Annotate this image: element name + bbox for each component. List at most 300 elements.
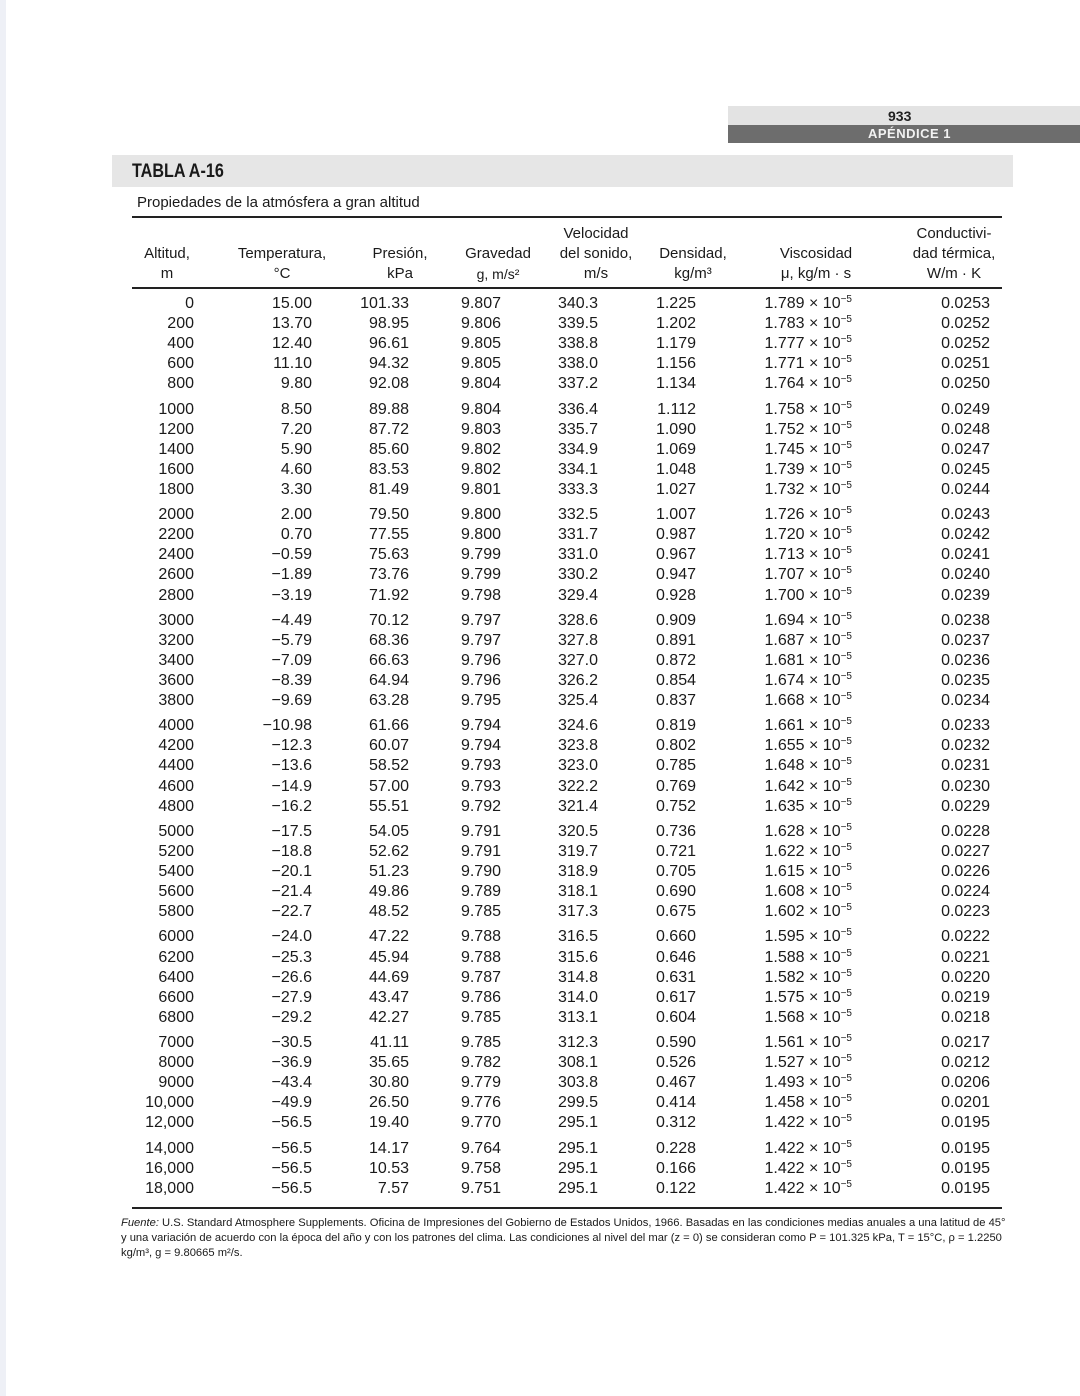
cell-gravity: 9.804 xyxy=(460,400,501,418)
viscosity-multiplier: × 10 xyxy=(804,295,841,313)
viscosity-exponent: −5 xyxy=(840,334,852,346)
viscosity-exponent: −5 xyxy=(840,671,852,683)
viscosity-multiplier: × 10 xyxy=(804,335,841,353)
cell-viscosity xyxy=(696,691,852,711)
cell-pressure: 87.72 xyxy=(368,420,409,438)
viscosity-multiplier: × 10 xyxy=(804,883,841,901)
viscosity-multiplier: × 10 xyxy=(804,822,841,840)
cell-density: 0.590 xyxy=(655,1033,696,1051)
cell-sound-speed: 314.8 xyxy=(557,968,598,986)
table-row xyxy=(132,882,990,902)
cell-pressure: 47.22 xyxy=(368,928,409,946)
cell-pressure: 10.53 xyxy=(368,1159,409,1177)
cell-temperature: −12.3 xyxy=(271,737,312,755)
cell-temperature: −16.2 xyxy=(271,797,312,815)
viscosity-multiplier: × 10 xyxy=(804,611,841,629)
viscosity-mantissa: 1.668 xyxy=(764,692,805,710)
cell-pressure: 52.62 xyxy=(368,842,409,860)
cell-pressure: 55.51 xyxy=(368,797,409,815)
cell-altitude: 1000 xyxy=(158,400,194,418)
source-text: U.S. Standard Atmosphere Supplements. Oficina de Impresiones del Gobierno de Estados Unidos, 1966. Basadas en las condiciones medias anuales a una latitud de 45° y una variación de acuerdo con la época del año y con los patrones del clima. Las condiciones al nivel del mar (z = 0) se consideran como P = 101.325 kPa, T = 15°C, ρ = 1.2250 kg/m³, g = 9.80665 m²/s. xyxy=(121,1217,1006,1259)
cell-pressure: 45.94 xyxy=(368,948,409,966)
cell-pressure: 94.32 xyxy=(368,355,409,373)
cell-viscosity xyxy=(696,671,852,691)
cell-conductivity: 0.0226 xyxy=(941,863,990,881)
cell-viscosity xyxy=(696,565,852,585)
cell-altitude: 6200 xyxy=(158,948,194,966)
cell-gravity: 9.785 xyxy=(460,1008,501,1026)
cell-density: 1.048 xyxy=(655,460,696,478)
cell-temperature: −17.5 xyxy=(271,822,312,840)
cell-temperature: −13.6 xyxy=(271,757,312,775)
viscosity-multiplier: × 10 xyxy=(804,1139,841,1157)
cell-temperature: −26.6 xyxy=(271,968,312,986)
cell-temperature: 2.00 xyxy=(280,506,312,524)
page-number: 933 xyxy=(888,108,912,124)
cell-sound-speed: 313.1 xyxy=(557,1008,598,1026)
table-bottom-rule xyxy=(132,1207,1002,1209)
cell-conductivity: 0.0195 xyxy=(941,1159,990,1177)
cell-gravity: 9.790 xyxy=(460,863,501,881)
cell-altitude: 3400 xyxy=(158,651,194,669)
viscosity-mantissa: 1.764 xyxy=(764,375,805,393)
cell-sound-speed: 332.5 xyxy=(557,506,598,524)
viscosity-exponent: −5 xyxy=(840,525,852,537)
cell-gravity: 9.782 xyxy=(460,1054,501,1072)
table-row xyxy=(132,756,990,776)
viscosity-exponent: −5 xyxy=(840,882,852,894)
viscosity-mantissa: 1.681 xyxy=(764,651,805,669)
cell-altitude: 200 xyxy=(167,315,194,333)
cell-gravity: 9.797 xyxy=(460,631,501,649)
cell-gravity: 9.802 xyxy=(460,460,501,478)
header-line: Presión, xyxy=(372,245,428,262)
cell-temperature: 11.10 xyxy=(273,355,312,373)
cell-density: 0.617 xyxy=(655,988,696,1006)
page-header xyxy=(728,106,1080,143)
cell-density: 0.872 xyxy=(655,651,696,669)
cell-altitude: 4000 xyxy=(158,717,194,735)
cell-viscosity xyxy=(696,606,852,631)
cell-density: 0.705 xyxy=(655,863,696,881)
cell-density: 0.690 xyxy=(655,883,696,901)
viscosity-exponent: −5 xyxy=(840,927,852,939)
cell-pressure: 41.11 xyxy=(370,1033,409,1051)
viscosity-mantissa: 1.622 xyxy=(764,842,805,860)
cell-viscosity xyxy=(696,988,852,1008)
viscosity-mantissa: 1.771 xyxy=(764,355,805,373)
cell-gravity: 9.788 xyxy=(460,928,501,946)
cell-conductivity: 0.0239 xyxy=(941,586,990,604)
table-row xyxy=(132,1113,990,1133)
cell-conductivity: 0.0234 xyxy=(941,692,990,710)
viscosity-mantissa: 1.789 xyxy=(764,295,805,313)
header-line: Velocidad xyxy=(563,225,629,242)
cell-gravity: 9.770 xyxy=(460,1114,501,1132)
viscosity-exponent: −5 xyxy=(840,776,852,788)
cell-sound-speed: 324.6 xyxy=(557,717,598,735)
viscosity-multiplier: × 10 xyxy=(804,863,841,881)
viscosity-multiplier: × 10 xyxy=(804,1008,841,1026)
viscosity-multiplier: × 10 xyxy=(804,506,841,524)
cell-density: 0.228 xyxy=(655,1139,696,1157)
cell-gravity: 9.799 xyxy=(460,566,501,584)
viscosity-mantissa: 1.628 xyxy=(764,822,805,840)
cell-conductivity: 0.0236 xyxy=(941,651,990,669)
cell-density: 1.027 xyxy=(655,480,696,498)
column-header-pressure xyxy=(356,224,444,286)
viscosity-mantissa: 1.726 xyxy=(764,506,805,524)
cell-altitude: 8000 xyxy=(158,1054,194,1072)
header-line: W/m · K xyxy=(926,265,982,282)
cell-altitude: 10,000 xyxy=(145,1094,194,1112)
cell-viscosity xyxy=(696,882,852,902)
cell-viscosity xyxy=(696,354,852,374)
cell-viscosity xyxy=(696,525,852,545)
header-line: m xyxy=(160,265,174,282)
cell-gravity: 9.793 xyxy=(460,777,501,795)
table-row xyxy=(132,525,990,545)
cell-sound-speed: 308.1 xyxy=(557,1054,598,1072)
cell-sound-speed: 337.2 xyxy=(557,375,598,393)
cell-viscosity xyxy=(696,651,852,671)
viscosity-exponent: −5 xyxy=(840,1053,852,1065)
column-header-gravity xyxy=(454,224,542,286)
cell-pressure: 85.60 xyxy=(368,440,409,458)
viscosity-mantissa: 1.732 xyxy=(764,480,805,498)
viscosity-multiplier: × 10 xyxy=(804,546,841,564)
cell-gravity: 9.796 xyxy=(460,672,501,690)
viscosity-multiplier: × 10 xyxy=(804,631,841,649)
cell-conductivity: 0.0195 xyxy=(941,1179,990,1197)
cell-conductivity: 0.0217 xyxy=(941,1033,990,1051)
viscosity-exponent: −5 xyxy=(840,691,852,703)
viscosity-exponent: −5 xyxy=(840,1073,852,1085)
viscosity-mantissa: 1.758 xyxy=(764,400,805,418)
cell-density: 1.090 xyxy=(655,420,696,438)
cell-sound-speed: 329.4 xyxy=(557,586,598,604)
viscosity-multiplier: × 10 xyxy=(804,526,841,544)
viscosity-exponent: −5 xyxy=(840,374,852,386)
cell-sound-speed: 339.5 xyxy=(557,315,598,333)
viscosity-exponent: −5 xyxy=(840,505,852,517)
cell-density: 0.837 xyxy=(655,692,696,710)
header-line: Altitud, xyxy=(144,245,190,262)
cell-temperature: −29.2 xyxy=(271,1008,312,1026)
cell-density: 0.660 xyxy=(655,928,696,946)
cell-density: 1.134 xyxy=(655,375,696,393)
viscosity-multiplier: × 10 xyxy=(804,737,841,755)
cell-altitude: 1200 xyxy=(158,420,194,438)
cell-gravity: 9.785 xyxy=(460,1033,501,1051)
table-row xyxy=(132,947,990,967)
cell-gravity: 9.776 xyxy=(460,1094,501,1112)
cell-sound-speed: 317.3 xyxy=(557,903,598,921)
cell-sound-speed: 314.0 xyxy=(557,988,598,1006)
cell-temperature: 15.00 xyxy=(271,295,312,313)
cell-altitude: 3600 xyxy=(158,672,194,690)
cell-pressure: 66.63 xyxy=(368,651,409,669)
cell-density: 0.819 xyxy=(655,717,696,735)
cell-gravity: 9.796 xyxy=(460,651,501,669)
cell-temperature: −18.8 xyxy=(271,842,312,860)
cell-pressure: 64.94 xyxy=(368,672,409,690)
cell-sound-speed: 325.4 xyxy=(557,692,598,710)
cell-gravity: 9.789 xyxy=(460,883,501,901)
cell-density: 1.179 xyxy=(655,335,696,353)
viscosity-multiplier: × 10 xyxy=(804,928,841,946)
viscosity-exponent: −5 xyxy=(840,862,852,874)
cell-viscosity xyxy=(696,631,852,651)
header-line: Gravedad xyxy=(465,245,531,262)
cell-conductivity: 0.0252 xyxy=(941,315,990,333)
viscosity-exponent: −5 xyxy=(840,902,852,914)
cell-temperature: −8.39 xyxy=(271,672,312,690)
viscosity-exponent: −5 xyxy=(840,294,852,306)
viscosity-multiplier: × 10 xyxy=(804,968,841,986)
cell-temperature: −49.9 xyxy=(271,1094,312,1112)
cell-temperature: −0.59 xyxy=(271,546,312,564)
table-row xyxy=(132,394,990,419)
viscosity-mantissa: 1.561 xyxy=(764,1033,805,1051)
cell-conductivity: 0.0237 xyxy=(941,631,990,649)
table-row xyxy=(132,294,990,314)
appendix-band xyxy=(728,125,1080,143)
table-row xyxy=(132,1073,990,1093)
cell-pressure: 49.86 xyxy=(368,883,409,901)
cell-temperature: −10.98 xyxy=(262,717,312,735)
cell-conductivity: 0.0252 xyxy=(941,335,990,353)
cell-sound-speed: 312.3 xyxy=(557,1033,598,1051)
cell-temperature: 0.70 xyxy=(280,526,312,544)
cell-conductivity: 0.0243 xyxy=(941,506,990,524)
table-row xyxy=(132,500,990,525)
cell-gravity: 9.801 xyxy=(460,480,501,498)
viscosity-exponent: −5 xyxy=(840,399,852,411)
viscosity-multiplier: × 10 xyxy=(804,480,841,498)
cell-pressure: 75.63 xyxy=(368,546,409,564)
cell-pressure: 96.61 xyxy=(368,335,409,353)
cell-altitude: 12,000 xyxy=(145,1114,194,1132)
cell-viscosity xyxy=(696,1008,852,1028)
viscosity-multiplier: × 10 xyxy=(804,375,841,393)
table-row xyxy=(132,842,990,862)
viscosity-mantissa: 1.739 xyxy=(764,460,805,478)
cell-viscosity xyxy=(696,968,852,988)
cell-sound-speed: 321.4 xyxy=(557,797,598,815)
cell-conductivity: 0.0229 xyxy=(941,797,990,815)
viscosity-multiplier: × 10 xyxy=(804,420,841,438)
viscosity-exponent: −5 xyxy=(840,947,852,959)
cell-density: 1.007 xyxy=(655,506,696,524)
viscosity-exponent: −5 xyxy=(840,736,852,748)
cell-temperature: −3.19 xyxy=(271,586,312,604)
cell-viscosity xyxy=(696,586,852,606)
viscosity-multiplier: × 10 xyxy=(804,1054,841,1072)
cell-conductivity: 0.0244 xyxy=(941,480,990,498)
cell-gravity: 9.792 xyxy=(460,797,501,815)
cell-pressure: 14.17 xyxy=(368,1139,409,1157)
cell-gravity: 9.802 xyxy=(460,440,501,458)
viscosity-exponent: −5 xyxy=(840,1178,852,1190)
viscosity-exponent: −5 xyxy=(840,1158,852,1170)
cell-viscosity xyxy=(696,947,852,967)
cell-viscosity xyxy=(696,420,852,440)
viscosity-multiplier: × 10 xyxy=(804,1074,841,1092)
cell-density: 0.769 xyxy=(655,777,696,795)
cell-gravity: 9.805 xyxy=(460,335,501,353)
viscosity-exponent: −5 xyxy=(840,459,852,471)
cell-altitude: 7000 xyxy=(158,1033,194,1051)
cell-viscosity xyxy=(696,500,852,525)
viscosity-exponent: −5 xyxy=(840,821,852,833)
column-header-density xyxy=(650,224,736,286)
viscosity-multiplier: × 10 xyxy=(804,757,841,775)
cell-pressure: 43.47 xyxy=(368,988,409,1006)
cell-conductivity: 0.0238 xyxy=(941,611,990,629)
viscosity-exponent: −5 xyxy=(840,650,852,662)
cell-pressure: 92.08 xyxy=(368,375,409,393)
cell-pressure: 35.65 xyxy=(368,1054,409,1072)
cell-conductivity: 0.0242 xyxy=(941,526,990,544)
viscosity-exponent: −5 xyxy=(840,987,852,999)
cell-temperature: 7.20 xyxy=(280,420,312,438)
cell-gravity: 9.800 xyxy=(460,506,501,524)
cell-gravity: 9.779 xyxy=(460,1074,501,1092)
table-row xyxy=(132,334,990,354)
cell-conductivity: 0.0201 xyxy=(941,1094,990,1112)
viscosity-multiplier: × 10 xyxy=(804,586,841,604)
atmosphere-table xyxy=(132,294,990,1199)
cell-conductivity: 0.0230 xyxy=(941,777,990,795)
cell-pressure: 60.07 xyxy=(368,737,409,755)
header-line: m/s xyxy=(583,265,609,282)
cell-density: 0.526 xyxy=(655,1054,696,1072)
cell-temperature: −7.09 xyxy=(271,651,312,669)
cell-temperature: 12.40 xyxy=(271,335,312,353)
viscosity-mantissa: 1.700 xyxy=(764,586,805,604)
cell-pressure: 26.50 xyxy=(368,1094,409,1112)
header-line: del sonido, xyxy=(559,245,633,262)
viscosity-exponent: −5 xyxy=(840,1007,852,1019)
table-row xyxy=(132,420,990,440)
table-row xyxy=(132,1159,990,1179)
table-row xyxy=(132,1053,990,1073)
cell-conductivity: 0.0221 xyxy=(941,948,990,966)
viscosity-mantissa: 1.458 xyxy=(764,1094,805,1112)
table-row xyxy=(132,440,990,460)
viscosity-mantissa: 1.745 xyxy=(764,440,805,458)
cell-gravity: 9.764 xyxy=(460,1139,501,1157)
viscosity-exponent: −5 xyxy=(840,756,852,768)
viscosity-exponent: −5 xyxy=(840,610,852,622)
viscosity-mantissa: 1.422 xyxy=(764,1139,805,1157)
table-row xyxy=(132,922,990,947)
cell-sound-speed: 323.0 xyxy=(557,757,598,775)
cell-gravity: 9.805 xyxy=(460,355,501,373)
viscosity-multiplier: × 10 xyxy=(804,1114,841,1132)
cell-viscosity xyxy=(696,545,852,565)
cell-pressure: 68.36 xyxy=(368,631,409,649)
cell-conductivity: 0.0235 xyxy=(941,672,990,690)
viscosity-mantissa: 1.687 xyxy=(764,631,805,649)
column-header-altitude xyxy=(132,224,202,286)
cell-temperature: −9.69 xyxy=(271,692,312,710)
viscosity-multiplier: × 10 xyxy=(804,1159,841,1177)
cell-altitude: 1400 xyxy=(158,440,194,458)
cell-altitude: 5400 xyxy=(158,863,194,881)
cell-temperature: −21.4 xyxy=(271,883,312,901)
cell-altitude: 4400 xyxy=(158,757,194,775)
cell-sound-speed: 295.1 xyxy=(557,1179,598,1197)
cell-gravity: 9.804 xyxy=(460,375,501,393)
cell-altitude: 16,000 xyxy=(145,1159,194,1177)
cell-altitude: 5600 xyxy=(158,883,194,901)
cell-viscosity xyxy=(696,1028,852,1053)
cell-density: 1.069 xyxy=(655,440,696,458)
header-line: °C xyxy=(273,265,291,282)
cell-viscosity xyxy=(696,1093,852,1113)
cell-conductivity: 0.0249 xyxy=(941,400,990,418)
cell-sound-speed: 336.4 xyxy=(557,400,598,418)
cell-pressure: 79.50 xyxy=(368,506,409,524)
cell-temperature: −36.9 xyxy=(271,1054,312,1072)
viscosity-multiplier: × 10 xyxy=(804,948,841,966)
cell-altitude: 4800 xyxy=(158,797,194,815)
cell-sound-speed: 316.5 xyxy=(557,928,598,946)
cell-conductivity: 0.0233 xyxy=(941,717,990,735)
page-edge xyxy=(0,0,6,1396)
cell-density: 0.802 xyxy=(655,737,696,755)
cell-temperature: −1.89 xyxy=(271,566,312,584)
cell-sound-speed: 295.1 xyxy=(557,1159,598,1177)
header-line: Temperatura, xyxy=(237,245,327,262)
cell-gravity: 9.807 xyxy=(460,295,501,313)
cell-altitude: 5800 xyxy=(158,903,194,921)
cell-sound-speed: 338.0 xyxy=(557,355,598,373)
header-line: μ, kg/m · s xyxy=(780,265,852,282)
viscosity-exponent: −5 xyxy=(840,1138,852,1150)
cell-gravity: 9.751 xyxy=(460,1179,501,1197)
cell-pressure: 61.66 xyxy=(368,717,409,735)
viscosity-mantissa: 1.582 xyxy=(764,968,805,986)
cell-viscosity xyxy=(696,1073,852,1093)
viscosity-mantissa: 1.602 xyxy=(764,903,805,921)
cell-sound-speed: 322.2 xyxy=(557,777,598,795)
table-row xyxy=(132,1133,990,1158)
cell-sound-speed: 340.3 xyxy=(557,295,598,313)
viscosity-mantissa: 1.608 xyxy=(764,883,805,901)
cell-conductivity: 0.0227 xyxy=(941,842,990,860)
cell-conductivity: 0.0222 xyxy=(941,928,990,946)
cell-temperature: −20.1 xyxy=(271,863,312,881)
viscosity-exponent: −5 xyxy=(840,1113,852,1125)
cell-pressure: 98.95 xyxy=(368,315,409,333)
viscosity-exponent: −5 xyxy=(840,439,852,451)
cell-temperature: −30.5 xyxy=(271,1033,312,1051)
cell-conductivity: 0.0228 xyxy=(941,822,990,840)
cell-sound-speed: 330.2 xyxy=(557,566,598,584)
cell-gravity: 9.794 xyxy=(460,737,501,755)
cell-altitude: 2200 xyxy=(158,526,194,544)
cell-altitude: 4200 xyxy=(158,737,194,755)
cell-viscosity xyxy=(696,777,852,797)
cell-viscosity xyxy=(696,1179,852,1199)
cell-altitude: 2600 xyxy=(158,566,194,584)
cell-temperature: −43.4 xyxy=(271,1074,312,1092)
cell-density: 0.987 xyxy=(655,526,696,544)
viscosity-mantissa: 1.777 xyxy=(764,335,805,353)
